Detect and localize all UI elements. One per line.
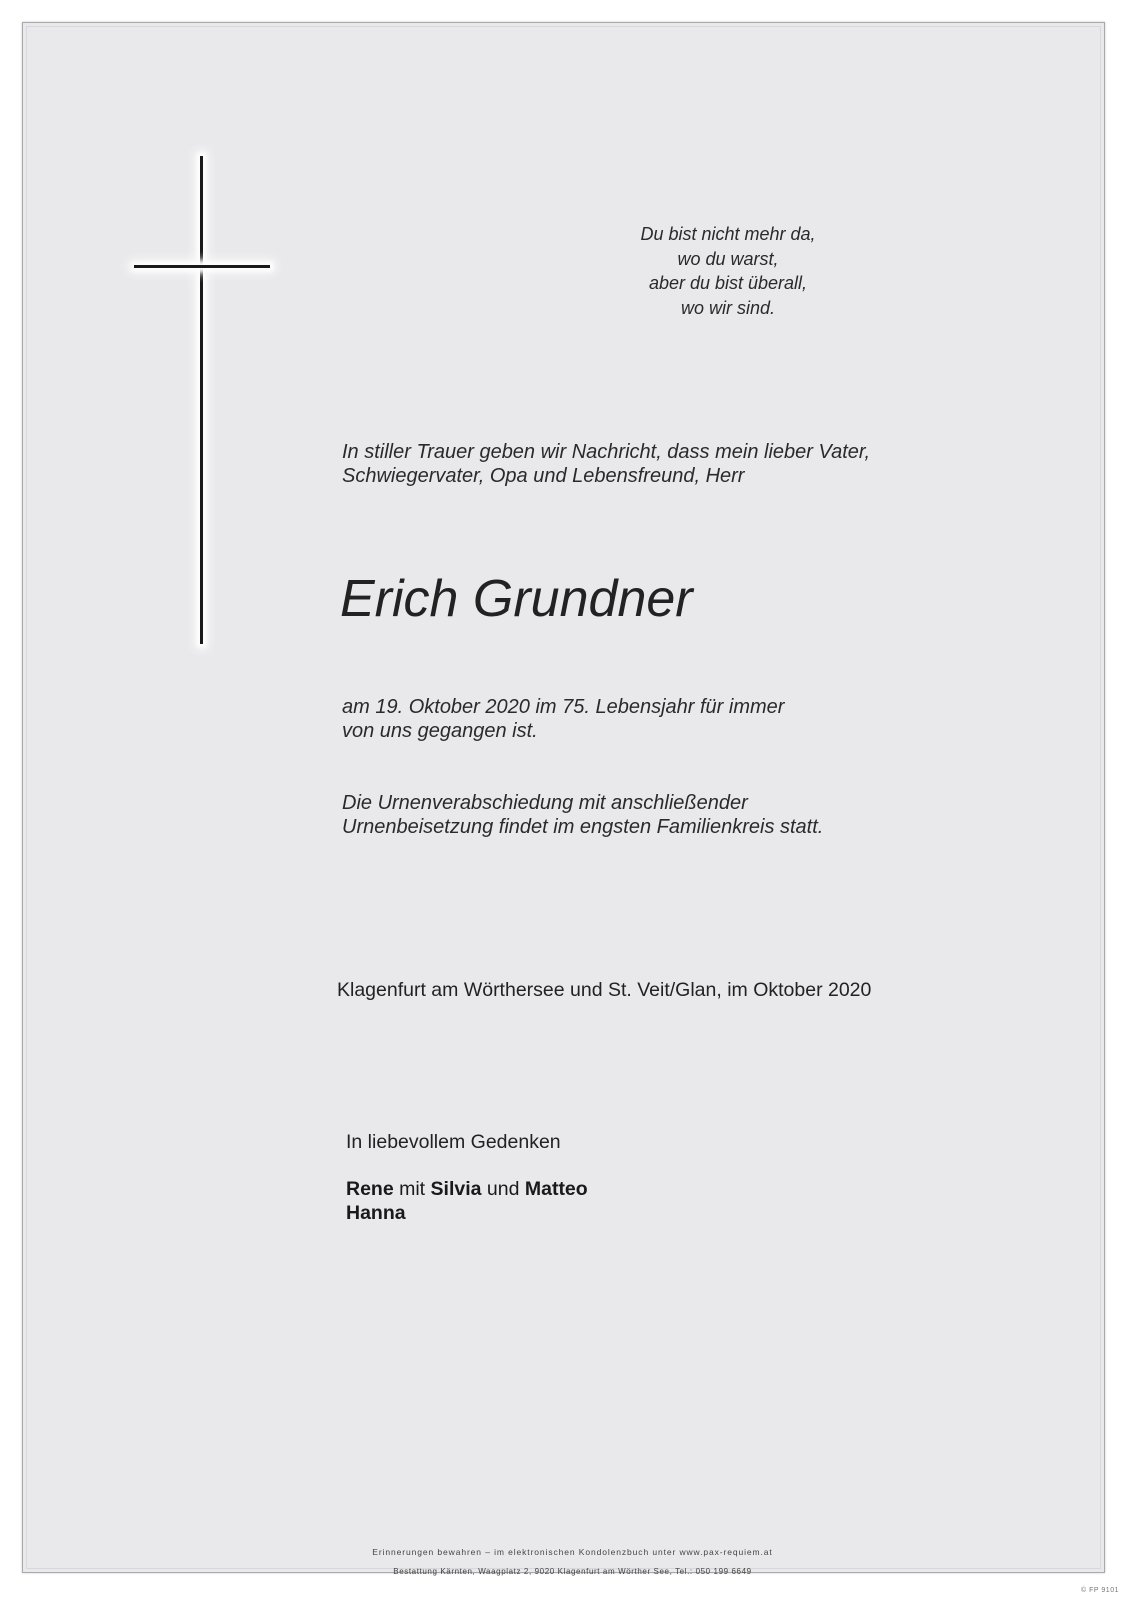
death-notice	[342, 695, 784, 743]
family-member-name: Rene	[346, 1178, 394, 1200]
quote-line: aber du bist überall,	[648, 273, 808, 293]
footer-condolence-link: Erinnerungen bewahren – im elektronischen Kondolenzbuch unter www.pax-requiem.at	[372, 1547, 773, 1557]
cross-icon	[130, 150, 274, 650]
quote-line: Du bist nicht mehr da,	[640, 224, 816, 244]
funeral-notice	[342, 791, 823, 839]
print-code: © FP 9101	[1081, 1587, 1119, 1594]
memory-heading: In liebevollem Gedenken	[346, 1131, 561, 1153]
family-line-1	[346, 1177, 588, 1201]
funeral-line: Die Urnenverabschiedung mit anschließender	[342, 792, 748, 814]
family-member-name: Hanna	[346, 1202, 406, 1224]
quote-line: wo wir sind.	[680, 297, 776, 318]
family-signature	[346, 1177, 588, 1225]
family-member-name: Matteo	[524, 1178, 588, 1200]
intro-line: In stiller Trauer geben wir Nachricht, dass mein lieber Vater,	[342, 441, 870, 463]
quote-line: wo du warst,	[677, 248, 779, 269]
memorial-quote	[578, 222, 878, 320]
deceased-name: Erich Grundner	[340, 570, 693, 628]
family-member-name: Silvia	[430, 1178, 482, 1200]
footer-funeral-home: Bestattung Kärnten, Waagplatz 2, 9020 Klagenfurt am Wörther See, Tel.: 050 199 6649	[393, 1567, 752, 1576]
cross-vertical-bar	[200, 156, 203, 644]
funeral-line: Urnenbeisetzung findet im engsten Familienkreis statt.	[342, 816, 824, 838]
death-line: am 19. Oktober 2020 im 75. Lebensjahr für immer	[342, 696, 785, 718]
cross-horizontal-bar	[134, 265, 270, 268]
name-connector: und	[481, 1178, 525, 1200]
place-and-date: Klagenfurt am Wörthersee und St. Veit/Glan, im Oktober 2020	[337, 979, 872, 1001]
intro-line: Schwiegervater, Opa und Lebensfreund, Herr	[342, 465, 745, 487]
name-connector: mit	[393, 1178, 431, 1200]
announcement-intro	[342, 440, 982, 488]
family-line-2	[346, 1201, 588, 1225]
death-line: von uns gegangen ist.	[342, 720, 538, 742]
